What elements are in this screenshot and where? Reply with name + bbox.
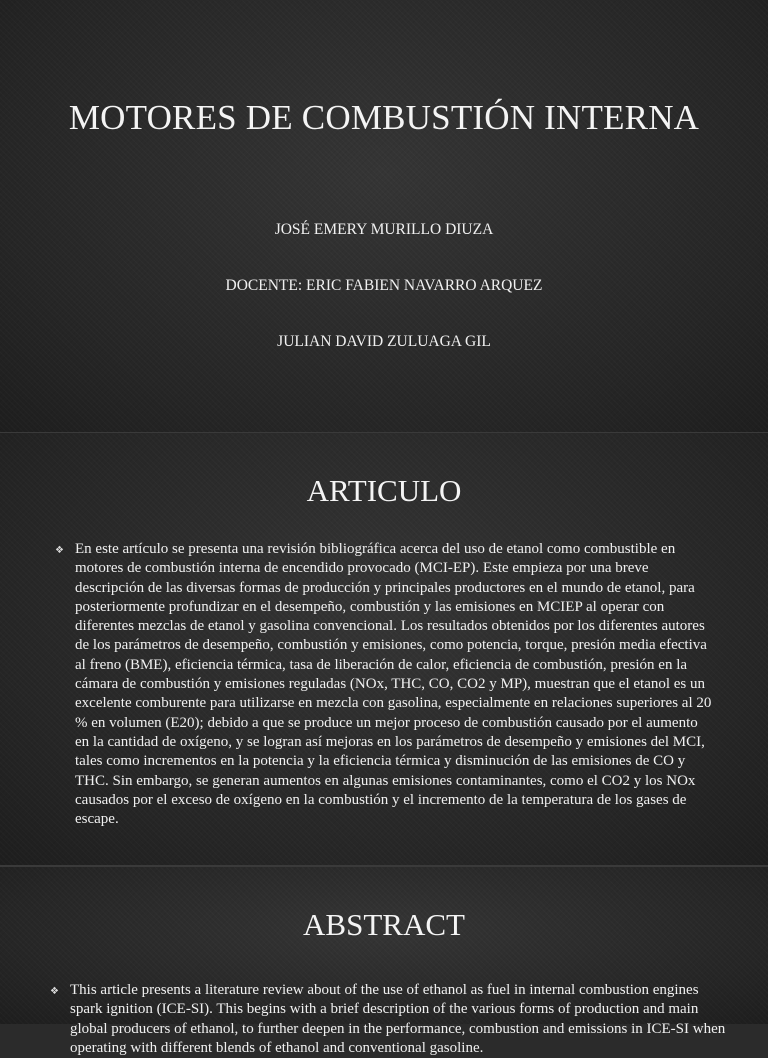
- abstract-paragraph: This article presents a literature review about of the use of ethanol as fuel in internal combustion engines spark ignition (ICE-SI). This begins with a brief description of the various forms of production and main global producers of ethanol, to further deepen in the performance, combustion and emissions in ICE-SI when operating with different blends of ethanol and conventional gasoline.: [70, 982, 726, 1056]
- presentation-title: MOTORES DE COMBUSTIÓN INTERNA: [68, 98, 700, 137]
- diamond-bullet-icon: ❖: [55, 545, 64, 556]
- diamond-bullet-icon: ❖: [50, 986, 59, 997]
- articulo-paragraph: En este artículo se presenta una revisión bibliográfica acerca del uso de etanol como combustible en motores de combustión interna de encendido provocado (MCI-EP). Este empieza por una breve descripción de las diversas formas de producción y principales productores en el mundo de etanol, para posteriormente profundizar en el desempeño, combustión y las emisiones en MCIEP al operar con diferentes mezclas de etanol y gasolina convencional. Los resultados obtenidos por los diferentes autores de los parámetros de desempeño, combustión y emisiones, como potencia, torque, presión media efectiva al freno (BME), eficiencia térmica, tasa de liberación de calor, eficiencia de combustión, presión en la cámara de combustión y emisiones reguladas (NOx, THC, CO, CO2 y MP), muestran que el etanol es un excelente comburente para utilizarse en mezcla con gasolina, especialmente en relaciones superiores al 20 % en volumen (E20); debido a que se produce un mejor proceso de combustión causado por el aumento en la cantidad de oxígeno, y se logran así mejoras en los parámetros de desempeño y emisiones del MCI, tales como incrementos en la potencia y la eficiencia térmica y disminución de las emisiones de CO y THC. Sin embargo, se generan aumentos en algunas emisiones contaminantes, como el CO2 y los NOx causados por el exceso de oxígeno en la combustión y el incremento de la temperatura de los gases de escape.: [75, 541, 712, 828]
- abstract-slide: [0, 867, 768, 1056]
- author-name: JOSÉ EMERY MURILLO DIUZA: [274, 221, 494, 238]
- coauthor-name: JULIAN DAVID ZULUAGA GIL: [277, 333, 491, 350]
- abstract-bullet-list: [50, 981, 734, 1058]
- title-slide: [0, 0, 768, 432]
- teacher-name: DOCENTE: ERIC FABIEN NAVARRO ARQUEZ: [225, 277, 543, 294]
- abstract-bullet-item: [50, 981, 734, 1058]
- articulo-heading: ARTICULO: [306, 473, 462, 508]
- articulo-slide: [0, 433, 768, 865]
- articulo-bullet-list: [55, 540, 715, 829]
- abstract-heading: ABSTRACT: [303, 907, 465, 942]
- articulo-bullet-item: [55, 540, 715, 829]
